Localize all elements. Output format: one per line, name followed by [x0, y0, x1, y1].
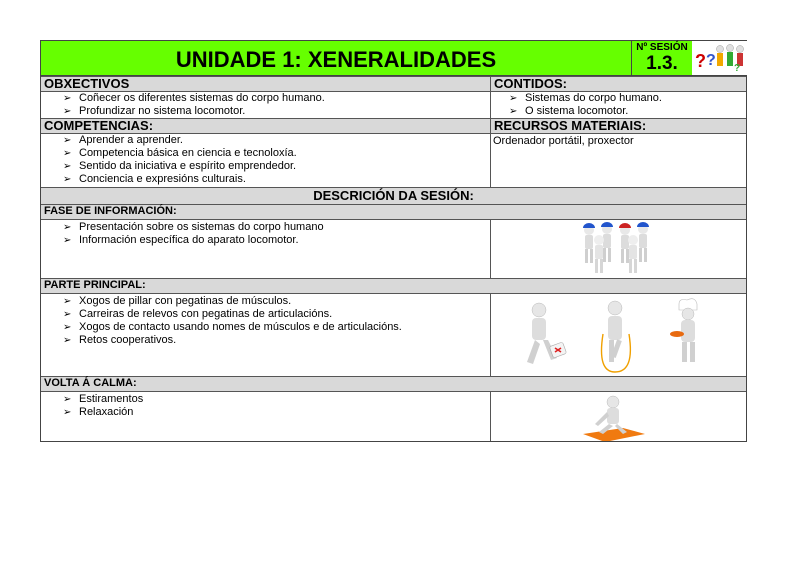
list-item: ➢ Retos cooperativos. — [63, 334, 490, 347]
session-table — [40, 76, 747, 442]
phase-main-list — [41, 294, 490, 376]
description-heading: DESCRICIÓN DA SESIÓN: — [41, 187, 746, 204]
competences-list — [41, 134, 490, 187]
objectives-contents-heading-row — [41, 76, 746, 91]
list-item: ➢ Sentido da iniciativa e espírito emprendedor. — [63, 160, 490, 173]
competences-resources-row — [41, 133, 746, 187]
phase-information-list — [41, 220, 490, 278]
contents-list — [490, 92, 746, 118]
list-item: ➢ Aprender a aprender. — [63, 134, 490, 147]
list-item: ➢ Carreiras de relevos con pegatinas de articulacións. — [63, 308, 490, 321]
phase-cooldown-heading — [41, 376, 746, 391]
svg-text:?: ? — [706, 52, 716, 69]
phase-information-heading — [41, 204, 746, 219]
list-item: ➢ Conciencia e expresións culturais. — [63, 173, 490, 186]
activity-figures-illustration — [490, 294, 746, 376]
header-bar — [40, 40, 747, 76]
session-box — [631, 41, 692, 75]
svg-text:?: ? — [734, 63, 741, 74]
list-item: ➢ Relaxación — [63, 406, 490, 419]
phase-information-row — [41, 219, 746, 278]
list-item: ➢ Profundizar no sistema locomotor. — [63, 105, 490, 118]
list-item: ➢ Información específica do aparato locomotor. — [63, 234, 490, 247]
list-item: ➢ Xogos de contacto usando nomes de músculos e de articulacións. — [63, 321, 490, 334]
list-item: ➢ Sistemas do corpo humano. — [509, 92, 746, 105]
svg-text:?: ? — [695, 51, 706, 71]
objectives-list — [41, 92, 490, 118]
stretching-figure-illustration — [490, 392, 746, 441]
objectives-contents-row — [41, 91, 746, 118]
phase-main-row — [41, 293, 746, 376]
list-item: ➢ Estiramentos — [63, 393, 490, 406]
objectives-heading: OBXECTIVOS — [44, 76, 130, 91]
phase-cooldown-list — [41, 392, 490, 441]
phase-cooldown-row — [41, 391, 746, 441]
unit-title: UNIDADE 1: XENERALIDADES — [175, 47, 497, 72]
question-people-illustration — [692, 41, 747, 75]
list-item: ➢ Presentación sobre os sistemas do corpo humano — [63, 221, 490, 234]
competences-heading: COMPETENCIAS: — [44, 118, 154, 133]
contents-heading: CONTIDOS: — [490, 77, 746, 91]
phase-heading-label: FASE DE INFORMACIÓN: — [44, 205, 177, 217]
phase-heading-label: PARTE PRINCIPAL: — [44, 279, 146, 291]
competences-resources-heading-row — [41, 118, 746, 133]
list-item: ➢ O sistema locomotor. — [509, 105, 746, 118]
resources-text: Ordenador portátil, proxector — [493, 135, 634, 147]
list-item: ➢ Xogos de pillar con pegatinas de músculos. — [63, 295, 490, 308]
session-number: 1.3. — [646, 53, 678, 74]
phase-main-heading — [41, 278, 746, 293]
list-item: ➢ Coñecer os diferentes sistemas do corpo humano. — [63, 92, 490, 105]
session-label: Nº SESIÓN — [636, 42, 688, 53]
session-sheet — [40, 40, 747, 442]
phase-heading-label: VOLTA Á CALMA: — [44, 377, 137, 389]
list-item: ➢ Competencia básica en ciencia e tecnoloxía. — [63, 147, 490, 160]
team-figures-illustration — [490, 220, 746, 278]
resources-cell — [490, 134, 746, 187]
resources-heading: RECURSOS MATERIAIS: — [490, 119, 746, 133]
